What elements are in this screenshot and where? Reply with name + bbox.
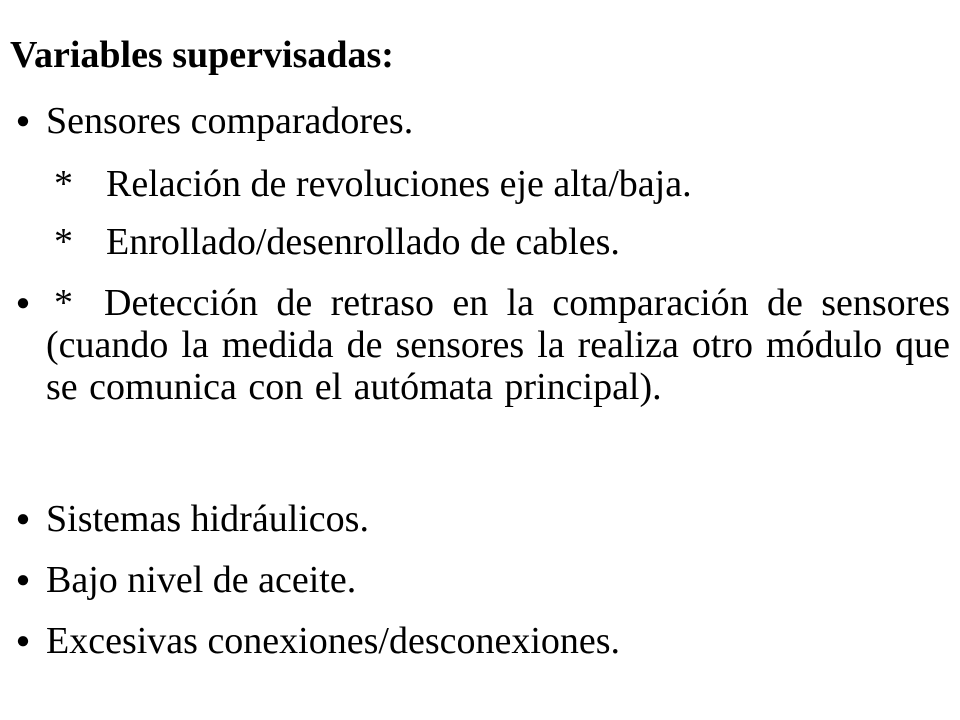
list-item-text: Bajo nivel de aceite.	[46, 559, 357, 601]
bullet-dot-icon: ●	[15, 567, 31, 593]
asterisk-marker: *	[54, 282, 73, 324]
sub-item-enrollado-cables	[46, 221, 946, 263]
list-item-sensores-comparadores	[0, 100, 946, 142]
sub-item-text: Relación de revoluciones eje alta/baja.	[106, 163, 692, 205]
list-item-text: Excesivas conexiones/desconexiones.	[46, 620, 621, 662]
bullet-dot-icon: ●	[15, 108, 31, 134]
bullet-dot-icon: ●	[15, 628, 31, 654]
bullet-dot-icon: ●	[15, 506, 31, 532]
sub-item-relacion-revoluciones	[46, 163, 946, 205]
list-item-excesivas-conexiones	[0, 620, 946, 662]
detail-paragraph	[46, 282, 950, 408]
detail-paragraph-text: Detección de retraso en la comparación de sensores (cuando la medida de sensores la realiza otro módulo que se comunica con el autómata principal).	[46, 282, 950, 408]
sub-item-text: Enrollado/desenrollado de cables.	[106, 221, 620, 263]
asterisk-marker: *	[54, 163, 73, 205]
list-item-bajo-nivel-aceite	[0, 559, 946, 601]
list-item-text: Sistemas hidráulicos.	[46, 498, 369, 540]
list-item-sistemas-hidraulicos	[0, 498, 946, 540]
bullet-dot-icon: ●	[15, 290, 31, 316]
slide-title: Variables supervisadas:	[10, 34, 394, 76]
asterisk-marker: *	[54, 221, 73, 263]
list-item-text: Sensores comparadores.	[46, 100, 414, 142]
